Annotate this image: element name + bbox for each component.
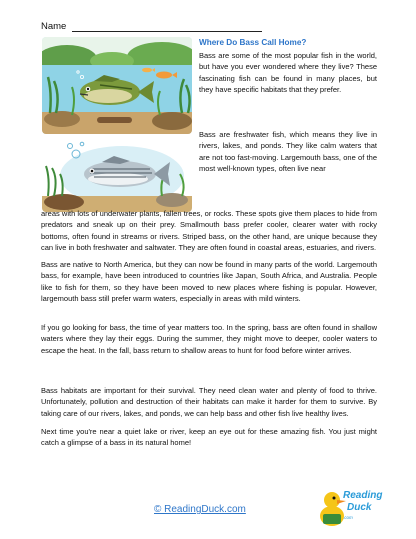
paragraph-1: Bass are some of the most popular fish in the world, but have you ever wondered where they live? These fascinating fish can be found in many places, but they have specific habitats that they prefer. [199,51,377,94]
logo-text-duck: Duck [347,502,372,513]
paragraph-2-bottom: areas with lots of underwater plants, fallen trees, or rocks. These spots give them places to hide from predators and sneak up on their prey. Smallmouth bass prefer cooler, clearer water with rocky bottoms, often found in streams or rivers. Striped bass, on the other hand, are unique because they can live in both freshwater and saltwater. They are often found in coastal areas, estuaries, and rivers. [41,209,377,252]
paragraph-6: Next time you're near a quiet lake or river, keep an eye out for these amazing fish. You just might catch a glimpse of a bass in its natural home! [41,427,377,448]
paragraph-2-top: Bass are freshwater fish, which means they live in rivers, lakes, and ponds. They like calm waters that are not too fast-moving. Largemouth bass, one of the most well-known types, often live near [199,130,377,173]
name-row [41,21,262,32]
name-field[interactable] [72,22,262,32]
copyright-link[interactable]: © ReadingDuck.com [154,504,246,515]
paragraph-4: If you go looking for bass, the time of year matters too. In the spring, bass are often found in shallow waters where they lay their eggs. During the summer, they might move to deeper, cooler waters to escape the heat. In the fall, bass return to shallow areas to hunt for food before winter arrives. [41,323,377,355]
name-label: Name [41,21,67,32]
logo-text-com: .com [343,515,353,520]
striped-bass-illustration [42,138,192,212]
article-title: Where Do Bass Call Home? [199,38,307,47]
paragraph-3: Bass are native to North America, but they can now be found in many parts of the world. Largemouth bass, for example, have been introduced to countries like Japan, South Africa, and Australia. People like to fish for them, so they have been moved to new places where fishing is popular. However, largemouth bass still prefer warm waters, especially in areas with mild winters. [41,260,377,303]
reading-duck-logo[interactable] [317,486,387,528]
paragraph-5: Bass habitats are important for their survival. They need clean water and plenty of food to thrive. Unfortunately, pollution and destruction of their habitats can make it harder for them to survive. By taking care of our rivers, lakes, and ponds, we can help bass and other fish live healthy lives. [41,386,377,418]
logo-text-reading: Reading [343,490,383,501]
largemouth-bass-illustration [42,37,192,134]
